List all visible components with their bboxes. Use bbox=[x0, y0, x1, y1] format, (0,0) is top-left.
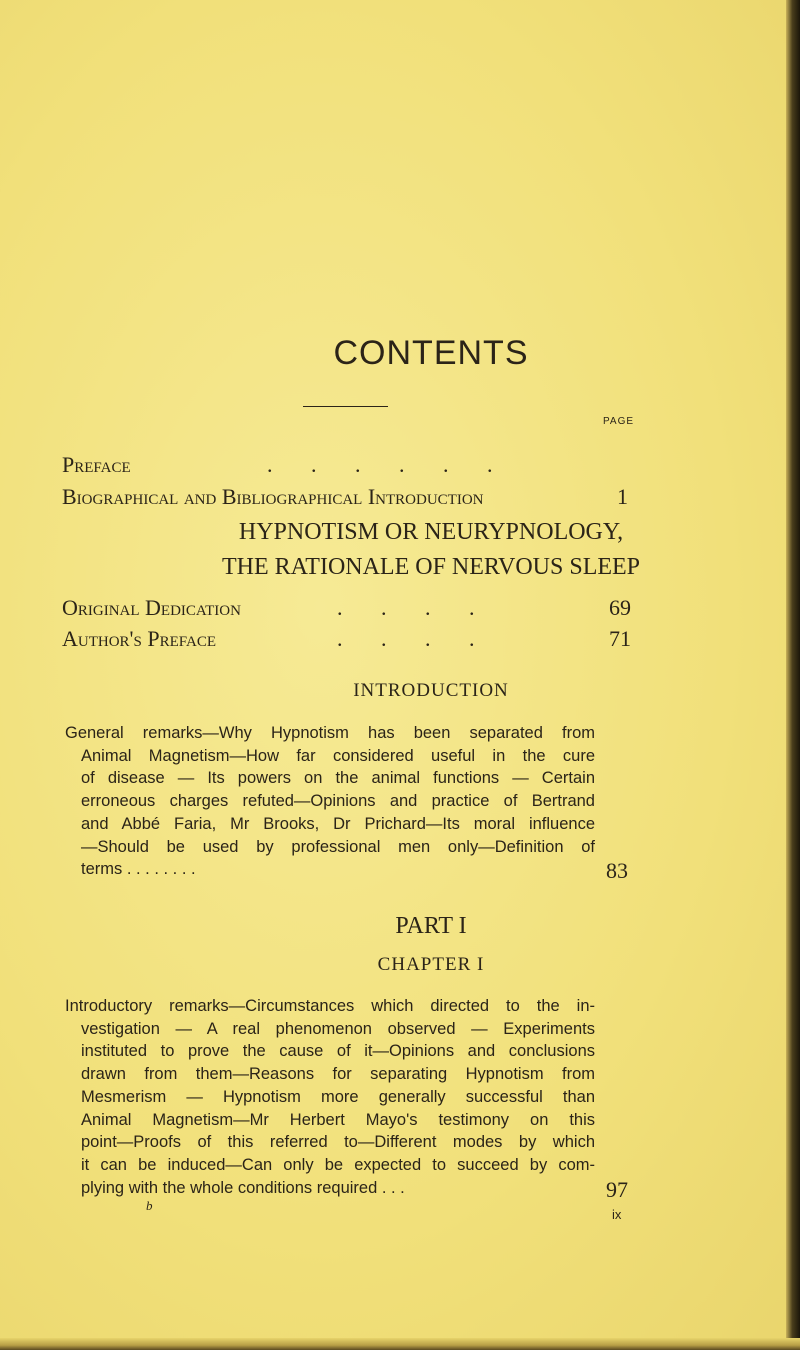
work-title-line-2: THE RATIONALE OF NERVOUS SLEEP bbox=[221, 554, 641, 580]
entry-title: Original Dedication bbox=[62, 595, 241, 620]
summary-line: General remarks—Why Hypnotism has been separated from bbox=[65, 724, 595, 742]
entry-title: Preface bbox=[62, 452, 131, 477]
toc-entry-preface bbox=[62, 452, 627, 478]
summary-line: —Should be used by professional men only—Definition of bbox=[81, 837, 595, 856]
summary-line: plying with the whole conditions required . . . bbox=[81, 1178, 405, 1197]
toc-entry-original-dedication bbox=[62, 595, 631, 621]
chapter-page-number: 97 bbox=[606, 1177, 628, 1202]
summary-line: terms . . . . . . . . bbox=[81, 860, 196, 879]
book-spine-shadow bbox=[786, 0, 800, 1350]
summary-line: instituted to prove the cause of it—Opinions and conclusions bbox=[81, 1042, 595, 1061]
introduction-heading: INTRODUCTION bbox=[353, 680, 509, 701]
entry-page-number: 69 bbox=[609, 595, 631, 620]
entry-title: Biographical and Bibliographical Introduction bbox=[62, 484, 484, 509]
signature-mark: b bbox=[146, 1198, 153, 1213]
summary-line: it can be induced—Can only be expected to succeed by com- bbox=[81, 1155, 595, 1174]
chapter-summary bbox=[65, 995, 595, 1199]
chapter-heading: CHAPTER I bbox=[377, 954, 485, 975]
entry-leader-dots: . . . . bbox=[337, 595, 475, 620]
part-heading: PART I bbox=[395, 913, 467, 939]
summary-line: point—Proofs of this referred to—Different modes by which bbox=[81, 1133, 595, 1152]
heading-rule bbox=[303, 406, 388, 407]
toc-entry-biographical-introduction bbox=[62, 484, 627, 510]
introduction-summary bbox=[65, 722, 595, 881]
entry-title: Author's Preface bbox=[62, 626, 216, 651]
entry-leader-dots: . . . . bbox=[337, 626, 475, 651]
entry-leader-dots: . . . . . . bbox=[267, 452, 493, 477]
summary-line: Animal Magnetism—Mr Herbert Mayo's testimony on this bbox=[81, 1110, 595, 1129]
entry-page-number: 1 bbox=[617, 484, 628, 509]
summary-line: of disease — Its powers on the animal functions — Certain bbox=[81, 769, 595, 788]
page-column-label: PAGE bbox=[603, 416, 635, 427]
introduction-page-number: 83 bbox=[606, 858, 628, 883]
work-title-line-1: HYPNOTISM OR NEURYPNOLOGY, bbox=[238, 519, 624, 545]
toc-entry-authors-preface bbox=[62, 626, 631, 652]
summary-line: Introductory remarks—Circumstances which directed to the in- bbox=[65, 997, 595, 1015]
entry-page-number: 71 bbox=[609, 626, 631, 651]
summary-line: drawn from them—Reasons for separating Hypnotism from bbox=[81, 1065, 595, 1084]
page-bottom-edge bbox=[0, 1338, 800, 1350]
contents-heading: CONTENTS bbox=[333, 334, 529, 372]
summary-line: and Abbé Faria, Mr Brooks, Dr Prichard—Its moral influence bbox=[81, 814, 595, 833]
summary-line: Animal Magnetism—How far considered useful in the cure bbox=[81, 746, 595, 765]
summary-line: Mesmerism — Hypnotism more generally successful than bbox=[81, 1087, 595, 1106]
folio-number: ix bbox=[612, 1207, 622, 1222]
summary-line: vestigation — A real phenomenon observed — Experiments bbox=[81, 1019, 595, 1038]
summary-line: erroneous charges refuted—Opinions and practice of Bertrand bbox=[81, 792, 595, 811]
